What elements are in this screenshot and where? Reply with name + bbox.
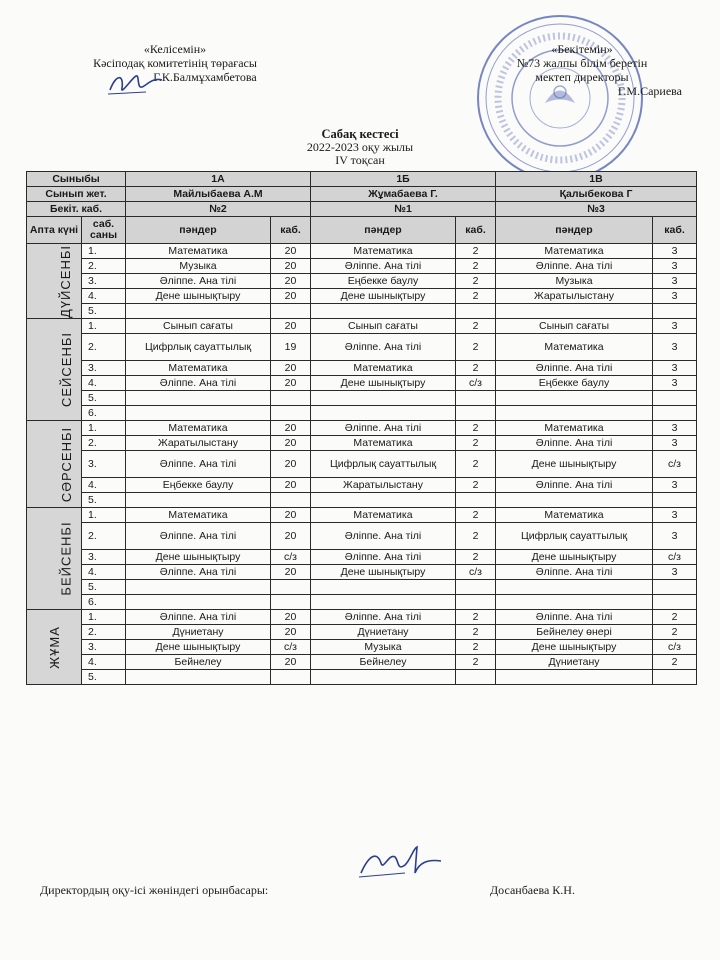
lesson-number: 4. xyxy=(82,655,126,670)
room-1v: 3 xyxy=(653,319,697,334)
subject-1a: Сынып сағаты xyxy=(126,319,271,334)
room-1b: с/з xyxy=(456,565,496,580)
lesson-row xyxy=(27,595,697,610)
subject-1v: Әліппе. Ана тілі xyxy=(496,478,653,493)
day-name: СЕЙСЕНБІ xyxy=(59,332,74,407)
room-1a: 20 xyxy=(271,625,311,640)
col-subject-1v: пәндер xyxy=(496,217,653,244)
class-1a: 1А xyxy=(126,172,311,187)
class-row xyxy=(27,172,697,187)
room-1b xyxy=(456,580,496,595)
room-1v: 3 xyxy=(653,565,697,580)
lesson-row xyxy=(27,565,697,580)
room-1v xyxy=(653,406,697,421)
room-1v: 3 xyxy=(653,436,697,451)
col-subject-1a: пәндер xyxy=(126,217,271,244)
class-label: Сыныбы xyxy=(27,172,126,187)
subject-1a: Дүниетану xyxy=(126,625,271,640)
room-1v xyxy=(653,670,697,685)
room-1b xyxy=(456,304,496,319)
room-1a: 20 xyxy=(271,565,311,580)
lesson-number: 3. xyxy=(82,274,126,289)
subject-1a xyxy=(126,493,271,508)
schedule-title-block xyxy=(0,128,720,167)
room-1a xyxy=(271,391,311,406)
lesson-number: 3. xyxy=(82,640,126,655)
lesson-number: 2. xyxy=(82,436,126,451)
room-1b xyxy=(456,406,496,421)
subject-1b: Дене шынықтыру xyxy=(311,565,456,580)
subject-1b xyxy=(311,493,456,508)
day-label-friday xyxy=(27,610,82,685)
day-name: ЖҰМА xyxy=(46,625,62,669)
subject-1v: Әліппе. Ана тілі xyxy=(496,361,653,376)
room-1a: 20 xyxy=(271,523,311,550)
page-title: Сабақ кестесі xyxy=(321,127,399,141)
subject-1a: Әліппе. Ана тілі xyxy=(126,565,271,580)
room-1v: 3 xyxy=(653,244,697,259)
lesson-row xyxy=(27,319,697,334)
subject-1b: Әліппе. Ана тілі xyxy=(311,334,456,361)
room-1a: 19 xyxy=(271,334,311,361)
room-1b: с/з xyxy=(456,376,496,391)
day-label-monday xyxy=(27,244,82,319)
teacher-row xyxy=(27,187,697,202)
room-1v: 2 xyxy=(653,655,697,670)
subject-1a: Математика xyxy=(126,244,271,259)
room-1a xyxy=(271,670,311,685)
teacher-label: Сынып жет. xyxy=(27,187,126,202)
room-1v: с/з xyxy=(653,550,697,565)
lesson-number: 1. xyxy=(82,421,126,436)
subject-1b: Дүниетану xyxy=(311,625,456,640)
subject-1b: Математика xyxy=(311,508,456,523)
lesson-row xyxy=(27,436,697,451)
subject-1v: Бейнелеу өнері xyxy=(496,625,653,640)
subject-1v: Сынып сағаты xyxy=(496,319,653,334)
room-1v: 3 xyxy=(653,376,697,391)
subject-1a: Дене шынықтыру xyxy=(126,640,271,655)
room-1a: 20 xyxy=(271,244,311,259)
lesson-row xyxy=(27,580,697,595)
room-1v: 2 xyxy=(653,610,697,625)
col-room-1v: каб. xyxy=(653,217,697,244)
lesson-number: 5. xyxy=(82,580,126,595)
room-1a: №2 xyxy=(126,202,311,217)
teacher-1a: Майлыбаева А.М xyxy=(126,187,311,202)
subject-1a: Музыка xyxy=(126,259,271,274)
deputy-position: Директордың оқу-ісі жөніндегі орынбасары: xyxy=(40,883,269,897)
subject-1a xyxy=(126,580,271,595)
lesson-row xyxy=(27,478,697,493)
lesson-number: 5. xyxy=(82,493,126,508)
lesson-row xyxy=(27,334,697,361)
lesson-number: 2. xyxy=(82,259,126,274)
lesson-number: 5. xyxy=(82,304,126,319)
agreed-label: «Келісемін» xyxy=(143,42,207,56)
subject-1v: Музыка xyxy=(496,274,653,289)
subject-1b: Әліппе. Ана тілі xyxy=(311,523,456,550)
subject-1v: Әліппе. Ана тілі xyxy=(496,436,653,451)
col-day: Апта күні xyxy=(27,217,82,244)
lesson-row xyxy=(27,670,697,685)
teacher-1v: Қалыбекова Г xyxy=(496,187,697,202)
subject-1a: Әліппе. Ана тілі xyxy=(126,451,271,478)
room-1b: 2 xyxy=(456,610,496,625)
lesson-row xyxy=(27,244,697,259)
lesson-number: 1. xyxy=(82,610,126,625)
room-1v xyxy=(653,580,697,595)
class-1v: 1В xyxy=(496,172,697,187)
col-room-1b: каб. xyxy=(456,217,496,244)
subject-1b: Музыка xyxy=(311,640,456,655)
room-1b: 2 xyxy=(456,319,496,334)
day-name: БЕЙСЕНБІ xyxy=(58,521,74,596)
day-name: СӘРСЕНБІ xyxy=(59,426,75,502)
subject-1b xyxy=(311,580,456,595)
room-1a: с/з xyxy=(271,550,311,565)
schedule-table xyxy=(26,171,697,685)
room-1v: с/з xyxy=(653,451,697,478)
subject-1b xyxy=(311,304,456,319)
lesson-number: 5. xyxy=(82,670,126,685)
subject-1v: Әліппе. Ана тілі xyxy=(496,610,653,625)
subject-1v xyxy=(496,595,653,610)
subject-1a: Бейнелеу xyxy=(126,655,271,670)
lesson-row xyxy=(27,361,697,376)
room-1a: 20 xyxy=(271,610,311,625)
lesson-row xyxy=(27,523,697,550)
subject-1v xyxy=(496,406,653,421)
subject-1a: Жаратылыстану xyxy=(126,436,271,451)
subject-1a: Әліппе. Ана тілі xyxy=(126,376,271,391)
subject-1b: Дене шынықтыру xyxy=(311,289,456,304)
lesson-number: 4. xyxy=(82,565,126,580)
room-1a: 20 xyxy=(271,451,311,478)
room-1v xyxy=(653,595,697,610)
lesson-row xyxy=(27,259,697,274)
room-1b xyxy=(456,595,496,610)
subject-1b: Жаратылыстану xyxy=(311,478,456,493)
subject-1v: Жаратылыстану xyxy=(496,289,653,304)
subject-1a: Әліппе. Ана тілі xyxy=(126,274,271,289)
subject-1a: Еңбекке баулу xyxy=(126,478,271,493)
lesson-row xyxy=(27,610,697,625)
school-name: №73 жалпы білім беретін xyxy=(516,56,648,70)
subject-1a: Математика xyxy=(126,421,271,436)
lesson-number: 5. xyxy=(82,391,126,406)
room-1b: 2 xyxy=(456,436,496,451)
subject-1v xyxy=(496,670,653,685)
subject-1b xyxy=(311,406,456,421)
subject-1v: Әліппе. Ана тілі xyxy=(496,259,653,274)
subject-1b: Бейнелеу xyxy=(311,655,456,670)
day-label-tuesday xyxy=(27,319,82,421)
approved-label: «Бекітемін» xyxy=(551,42,613,56)
lesson-row xyxy=(27,451,697,478)
room-1v xyxy=(653,493,697,508)
room-1v: 3 xyxy=(653,361,697,376)
room-1b: 2 xyxy=(456,625,496,640)
approval-block-right xyxy=(462,42,702,98)
director-name: Г.М.Сариева xyxy=(617,84,682,98)
lesson-row xyxy=(27,493,697,508)
subject-1b: Математика xyxy=(311,244,456,259)
term: IV тоқсан xyxy=(335,153,385,167)
room-1b: 2 xyxy=(456,289,496,304)
room-1a: 20 xyxy=(271,478,311,493)
subject-1v: Дене шынықтыру xyxy=(496,451,653,478)
col-room-1a: каб. xyxy=(271,217,311,244)
lesson-number: 1. xyxy=(82,319,126,334)
subject-1a: Әліппе. Ана тілі xyxy=(126,610,271,625)
lesson-row xyxy=(27,289,697,304)
room-1v: 3 xyxy=(653,274,697,289)
room-1b: 2 xyxy=(456,421,496,436)
room-1b: №1 xyxy=(311,202,496,217)
room-1a xyxy=(271,493,311,508)
union-chair-name: Г.К.Балмұхамбетова xyxy=(153,70,257,84)
room-1v: №3 xyxy=(496,202,697,217)
lesson-number: 4. xyxy=(82,376,126,391)
room-1a xyxy=(271,406,311,421)
room-1a: 20 xyxy=(271,376,311,391)
room-1v: 3 xyxy=(653,289,697,304)
subject-1v: Дене шынықтыру xyxy=(496,550,653,565)
room-1a: с/з xyxy=(271,640,311,655)
union-chair-title: Кәсіподақ комитетінің төрағасы xyxy=(93,56,257,70)
subject-1b: Математика xyxy=(311,361,456,376)
subject-1b: Әліппе. Ана тілі xyxy=(311,421,456,436)
room-1b: 2 xyxy=(456,334,496,361)
subject-1v: Математика xyxy=(496,508,653,523)
room-1b: 2 xyxy=(456,478,496,493)
col-lesson-num: саб. саны xyxy=(82,217,126,244)
teacher-1b: Жұмабаева Г. xyxy=(311,187,496,202)
room-1a: 20 xyxy=(271,361,311,376)
subject-1a xyxy=(126,595,271,610)
room-1b: 2 xyxy=(456,550,496,565)
room-1b xyxy=(456,493,496,508)
lesson-number: 3. xyxy=(82,550,126,565)
subject-1v: Еңбекке баулу xyxy=(496,376,653,391)
signature-left xyxy=(106,70,166,98)
room-1b: 2 xyxy=(456,274,496,289)
room-1a: 20 xyxy=(271,655,311,670)
room-1v xyxy=(653,391,697,406)
column-header-row xyxy=(27,217,697,244)
subject-1v: Әліппе. Ана тілі xyxy=(496,565,653,580)
subject-1a: Дене шынықтыру xyxy=(126,289,271,304)
lesson-row xyxy=(27,391,697,406)
room-1v: 3 xyxy=(653,421,697,436)
subject-1v: Математика xyxy=(496,421,653,436)
subject-1a: Математика xyxy=(126,361,271,376)
day-name: ДҮЙСЕНБІ xyxy=(57,244,73,318)
room-1a: 20 xyxy=(271,274,311,289)
subject-1a: Дене шынықтыру xyxy=(126,550,271,565)
subject-1b xyxy=(311,391,456,406)
lesson-number: 4. xyxy=(82,289,126,304)
lesson-number: 4. xyxy=(82,478,126,493)
lesson-row xyxy=(27,625,697,640)
approval-block-left xyxy=(55,42,295,84)
lesson-number: 6. xyxy=(82,595,126,610)
lesson-row xyxy=(27,274,697,289)
subject-1v: Дүниетану xyxy=(496,655,653,670)
room-1b: 2 xyxy=(456,523,496,550)
subject-1b: Еңбекке баулу xyxy=(311,274,456,289)
lesson-number: 2. xyxy=(82,523,126,550)
class-1b: 1Б xyxy=(311,172,496,187)
subject-1b xyxy=(311,670,456,685)
room-1a: 20 xyxy=(271,508,311,523)
room-1b: 2 xyxy=(456,451,496,478)
lesson-row xyxy=(27,655,697,670)
lesson-number: 6. xyxy=(82,406,126,421)
lesson-row xyxy=(27,304,697,319)
lesson-number: 3. xyxy=(82,361,126,376)
lesson-number: 3. xyxy=(82,451,126,478)
lesson-number: 1. xyxy=(82,508,126,523)
subject-1b xyxy=(311,595,456,610)
room-1a xyxy=(271,304,311,319)
subject-1a: Математика xyxy=(126,508,271,523)
subject-1a xyxy=(126,670,271,685)
room-1a: 20 xyxy=(271,421,311,436)
deputy-name: Досанбаева К.Н. xyxy=(490,883,575,897)
subject-1v xyxy=(496,391,653,406)
lesson-row xyxy=(27,550,697,565)
lesson-row xyxy=(27,376,697,391)
academic-year: 2022-2023 оқу жылы xyxy=(306,140,414,154)
subject-1b: Цифрлық сауаттылық xyxy=(311,451,456,478)
subject-1v xyxy=(496,493,653,508)
subject-1a: Цифрлық сауаттылық xyxy=(126,334,271,361)
room-1b: 2 xyxy=(456,361,496,376)
room-1v: 2 xyxy=(653,625,697,640)
subject-1b: Математика xyxy=(311,436,456,451)
lesson-number: 2. xyxy=(82,625,126,640)
subject-1v: Дене шынықтыру xyxy=(496,640,653,655)
signature-bottom xyxy=(355,843,445,883)
lesson-row xyxy=(27,640,697,655)
col-subject-1b: пәндер xyxy=(311,217,456,244)
room-1b: 2 xyxy=(456,655,496,670)
subject-1v: Цифрлық сауаттылық xyxy=(496,523,653,550)
lesson-row xyxy=(27,406,697,421)
subject-1v: Математика xyxy=(496,334,653,361)
room-label: Бекіт. каб. xyxy=(27,202,126,217)
room-1a: 20 xyxy=(271,319,311,334)
day-label-thursday xyxy=(27,508,82,610)
room-1v: 3 xyxy=(653,508,697,523)
director-title: мектеп директоры xyxy=(535,70,629,84)
room-1v: 3 xyxy=(653,523,697,550)
room-1a: 20 xyxy=(271,289,311,304)
room-1v: с/з xyxy=(653,640,697,655)
subject-1a: Әліппе. Ана тілі xyxy=(126,523,271,550)
room-1b xyxy=(456,391,496,406)
lesson-row xyxy=(27,421,697,436)
room-1v: 3 xyxy=(653,478,697,493)
lesson-number: 2. xyxy=(82,334,126,361)
subject-1a xyxy=(126,391,271,406)
room-1b: 2 xyxy=(456,244,496,259)
room-1a: 20 xyxy=(271,259,311,274)
lesson-number: 1. xyxy=(82,244,126,259)
room-1b: 2 xyxy=(456,640,496,655)
subject-1b: Дене шынықтыру xyxy=(311,376,456,391)
subject-1b: Әліппе. Ана тілі xyxy=(311,610,456,625)
room-1v: 3 xyxy=(653,334,697,361)
subject-1v xyxy=(496,580,653,595)
room-1a xyxy=(271,595,311,610)
lesson-row xyxy=(27,508,697,523)
subject-1v: Математика xyxy=(496,244,653,259)
room-1b: 2 xyxy=(456,259,496,274)
subject-1a xyxy=(126,406,271,421)
room-1b xyxy=(456,670,496,685)
subject-1b: Әліппе. Ана тілі xyxy=(311,259,456,274)
room-row xyxy=(27,202,697,217)
subject-1a xyxy=(126,304,271,319)
room-1v: 3 xyxy=(653,259,697,274)
subject-1b: Сынып сағаты xyxy=(311,319,456,334)
subject-1b: Әліппе. Ана тілі xyxy=(311,550,456,565)
room-1b: 2 xyxy=(456,508,496,523)
room-1a: 20 xyxy=(271,436,311,451)
room-1v xyxy=(653,304,697,319)
subject-1v xyxy=(496,304,653,319)
room-1a xyxy=(271,580,311,595)
day-label-wednesday xyxy=(27,421,82,508)
